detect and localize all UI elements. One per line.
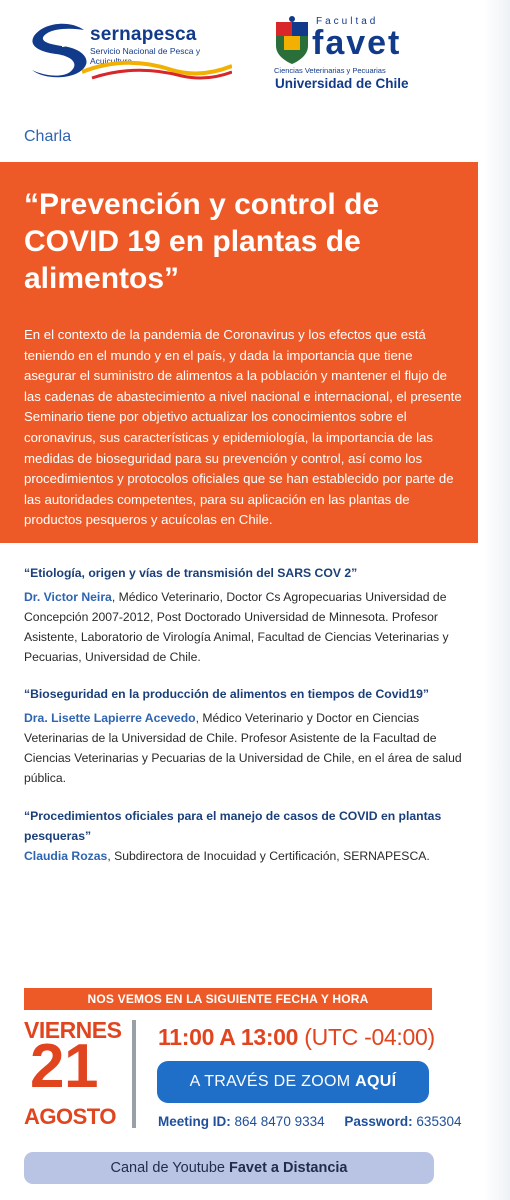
date-divider <box>132 1020 136 1128</box>
hero-description: En el contexto de la pandemia de Coronavirus y los efectos que está teniendo en el mundo y en el país, y dada la importancia que tiene asegurar el suministro de alimentos a la población y mantener el flujo de las cadenas de abastecimiento a nivel nacional e internacional, el presente Seminario tiene por objetivo actualizar los conocimientos sobre el coronavirus, sus características y epidemiología, la importancia de las medidas de bioseguridad para su prevención y control, así como los procedimientos y protocolos oficiales que se han establecido por parte de las autoridades competentes, para su aplicación en las plantas de productos pesqueros y acuícolas en Chile. <box>24 327 462 528</box>
wave-icon <box>82 58 232 80</box>
favet-name: favet <box>312 24 402 62</box>
date-banner: NOS VEMOS EN LA SIGUIENTE FECHA Y HORA <box>24 988 432 1010</box>
meeting-id-label: Meeting ID: <box>158 1114 231 1129</box>
header-logos <box>0 0 510 110</box>
time-range: 11:00 A 13:00 <box>158 1024 299 1050</box>
event-month: AGOSTO <box>24 1104 116 1129</box>
youtube-channel: Favet a Distancia <box>229 1160 348 1176</box>
talk-bio: , Médico Veterinario y Doctor en Ciencias Veterinarias de la Universidad de Chile. Profesor Asistente de la Facultad de Ciencias Veterinarias y Pecuarias de la Universidad de Chile, en el área de salud pública. <box>24 711 462 785</box>
event-weekday: VIERNES <box>24 1017 122 1043</box>
favet-university: Universidad de Chile <box>275 76 409 91</box>
talk-speaker: Dr. Victor Neira <box>24 590 112 604</box>
talk-title: “Procedimientos oficiales para el manejo de casos de COVID en plantas pesqueras” <box>24 809 442 843</box>
talk-title: “Bioseguridad en la producción de alimentos en tiempos de Covid19” <box>24 687 429 701</box>
hero-title: “Prevención y control de COVID 19 en plantas de alimentos” <box>24 188 380 295</box>
fish-icon <box>26 20 90 80</box>
event-day: 21 <box>30 1032 98 1101</box>
favet-logo <box>272 10 422 95</box>
section-label: Charla <box>24 128 72 145</box>
talk-bio: , Subdirectora de Inocuidad y Certificación, SERNAPESCA. <box>107 849 430 863</box>
talk-body <box>24 846 464 866</box>
talk-body <box>24 708 474 788</box>
zoom-button[interactable] <box>157 1061 429 1103</box>
talk-bio: , Médico Veterinario, Doctor Cs Agropecuarias Universidad de Concepción 2007-2012, Post Doctorado Universidad de Minnesota. Profesor Asistente, Laboratorio de Virología Animal, Facultad de Ciencias Veterinarias y Pecuarias, Universidad de Chile. <box>24 590 449 664</box>
zoom-prefix: A TRAVÉS DE ZOOM <box>189 1073 356 1090</box>
favet-subtitle: Ciencias Veterinarias y Pecuarias <box>274 66 386 75</box>
talk-speaker: Dra. Lisette Lapierre Acevedo <box>24 711 196 725</box>
talk-1 <box>24 563 474 667</box>
talk-speaker: Claudia Rozas <box>24 849 108 863</box>
youtube-prefix: Canal de Youtube <box>110 1160 230 1176</box>
university-crest-icon <box>274 16 310 66</box>
favet-facultad: Facultad <box>316 16 379 27</box>
zoom-link[interactable]: AQUÍ <box>355 1073 397 1090</box>
right-shade <box>484 0 510 1200</box>
talk-3 <box>24 806 464 866</box>
sernapesca-subtitle: Servicio Nacional de Pesca y Acuicultura <box>90 46 201 66</box>
talk-2 <box>24 684 474 788</box>
sernapesca-name: sernapesca <box>90 24 197 45</box>
meeting-id: 864 8470 9334 <box>234 1114 325 1129</box>
talk-title: “Etiología, origen y vías de transmisión del SARS COV 2” <box>24 566 358 580</box>
talk-body <box>24 587 474 667</box>
youtube-button[interactable] <box>24 1152 434 1184</box>
sernapesca-logo <box>26 18 231 88</box>
time-zone: (UTC -04:00) <box>304 1024 435 1050</box>
event-time <box>158 1024 435 1051</box>
password-label: Password: <box>344 1114 413 1129</box>
password-value: 635304 <box>416 1114 462 1129</box>
meeting-info <box>158 1114 461 1129</box>
